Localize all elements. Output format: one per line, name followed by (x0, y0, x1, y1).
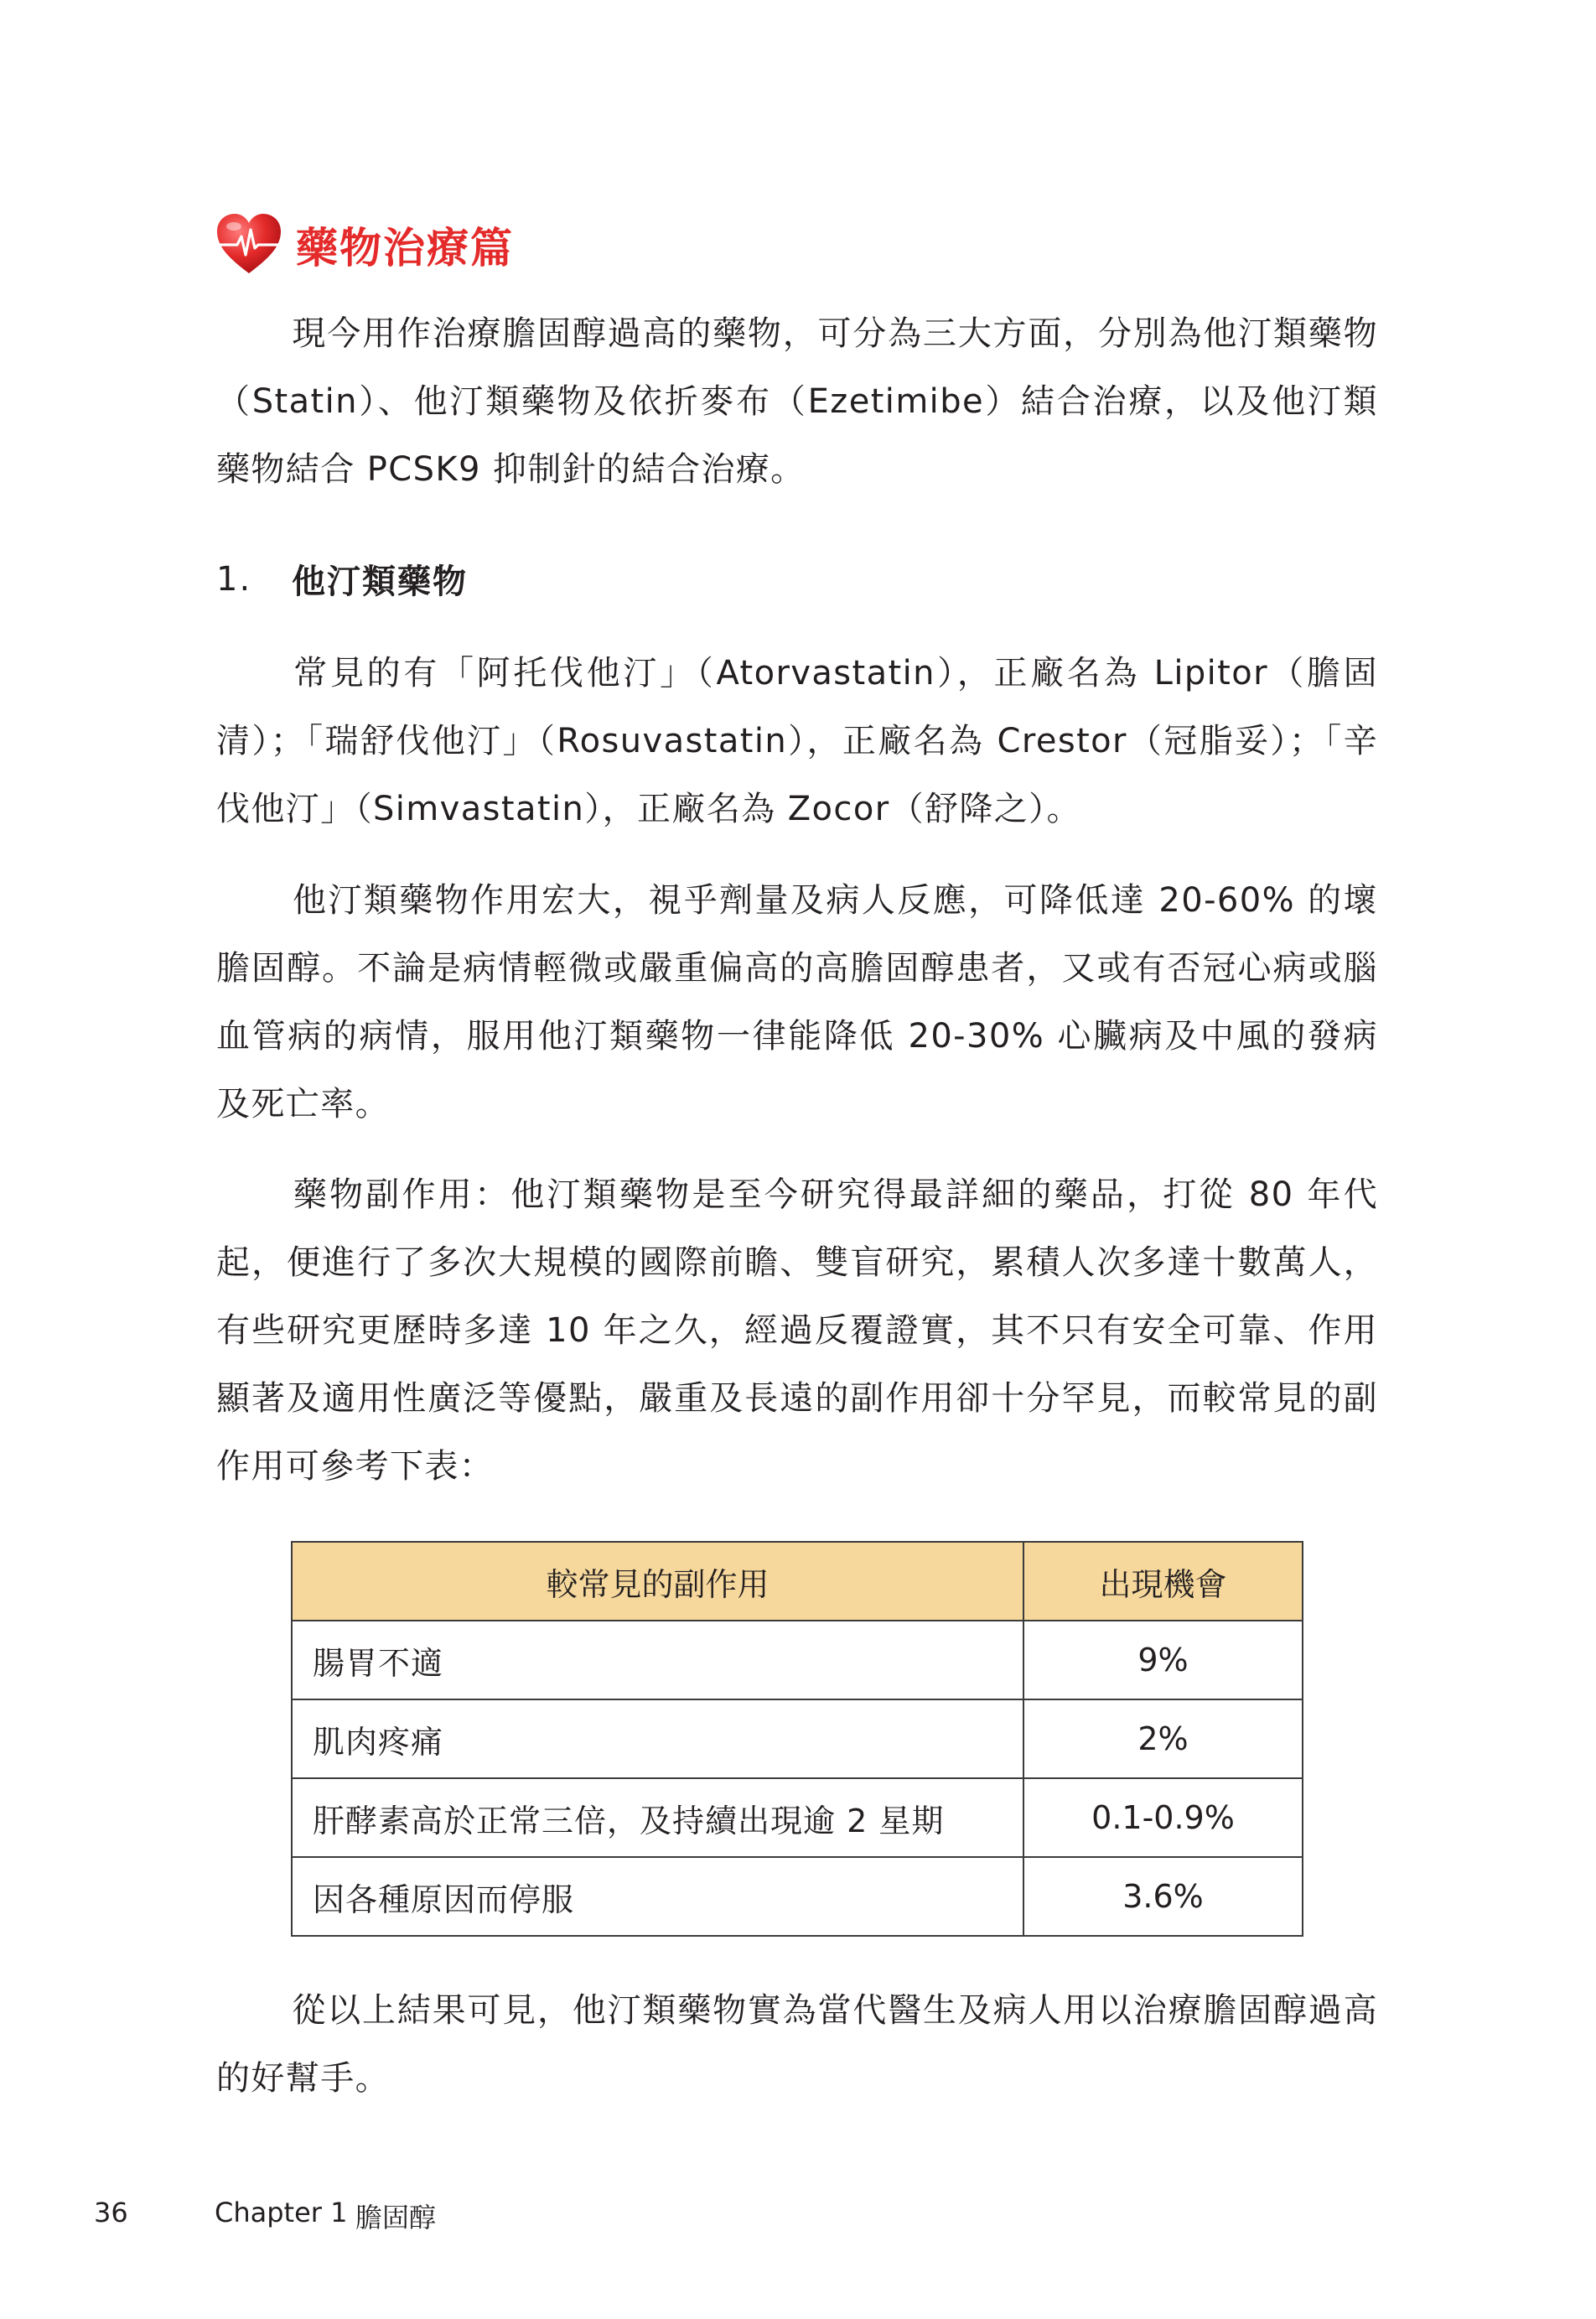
column-header-effect: 較常見的副作用 (292, 1542, 1023, 1621)
effect-cell: 因各種原因而停服 (292, 1857, 1023, 1936)
section-title: 藥物治療篇 (296, 223, 514, 272)
column-header-chance: 出現機會 (1023, 1542, 1303, 1621)
effect-cell: 肝酵素高於正常三倍，及持續出現逾 2 星期 (292, 1778, 1023, 1857)
footer-chapter: Chapter 1 (215, 2197, 348, 2228)
heart-pulse-icon (214, 211, 284, 278)
item-number: 1. (216, 559, 252, 599)
section-header (214, 211, 514, 278)
chance-cell: 2% (1023, 1699, 1303, 1778)
chance-cell: 0.1-0.9% (1023, 1778, 1303, 1857)
chance-cell: 9% (1023, 1621, 1303, 1699)
item-title: 他汀類藥物 (292, 563, 468, 601)
paragraph-drugs (216, 640, 1378, 843)
paragraph-side-effects (216, 1161, 1378, 1501)
paragraph-text: 常見的有「阿托伐他汀」（Atorvastatin），正廠名為 Lipitor（膽固清）；「瑞舒伐他汀」（Rosuvastatin），正廠名為 Crestor（冠脂妥）；「辛伐他汀」（Simvastatin），正廠名為 Zocor（舒降之）。 (216, 654, 1378, 828)
page-number: 36 (94, 2197, 128, 2228)
paragraph-text: 他汀類藥物作用宏大，視乎劑量及病人反應，可降低達 20-60% 的壞膽固醇。不論是病情輕微或嚴重偏高的高膽固醇患者，又或有否冠心病或腦血管病的病情，服用他汀類藥物一律能降低 20-30% 心臟病及中風的發病及死亡率。 (216, 881, 1378, 1123)
footer-chapter-title: 膽固醇 (355, 2202, 437, 2233)
paragraph-text: 從以上結果可見，他汀類藥物實為當代醫生及病人用以治療膽固醇過高的好幫手。 (216, 1991, 1378, 2098)
effect-cell: 腸胃不適 (292, 1621, 1023, 1699)
side-effects-table (291, 1541, 1303, 1937)
intro-text: 現今用作治療膽固醇過高的藥物，可分為三大方面，分別為他汀類藥物（Statin）、他汀類藥物及依折麥布（Ezetimibe）結合治療，以及他汀類藥物結合 PCSK9 抑制針的結合治療。 (216, 314, 1378, 489)
paragraph-conclusion (216, 1977, 1378, 2113)
effect-cell: 肌肉疼痛 (292, 1699, 1023, 1778)
table-row (292, 1621, 1303, 1699)
intro-paragraph (216, 300, 1378, 504)
table-header-row (292, 1542, 1303, 1621)
chance-cell: 3.6% (1023, 1857, 1303, 1936)
table-row (292, 1699, 1303, 1778)
table-row (292, 1857, 1303, 1936)
paragraph-text: 藥物副作用：他汀類藥物是至今研究得最詳細的藥品，打從 80 年代起，便進行了多次大規模的國際前瞻、雙盲研究，累積人次多達十數萬人，有些研究更歷時多達 10 年之久，經過反覆證實，其不只有安全可靠、作用顯著及適用性廣泛等優點，嚴重及長遠的副作用卻十分罕見，而較常見的副作用可參考下表： (216, 1175, 1378, 1486)
paragraph-efficacy (216, 867, 1378, 1139)
table-row (292, 1778, 1303, 1857)
item-heading (216, 555, 468, 603)
